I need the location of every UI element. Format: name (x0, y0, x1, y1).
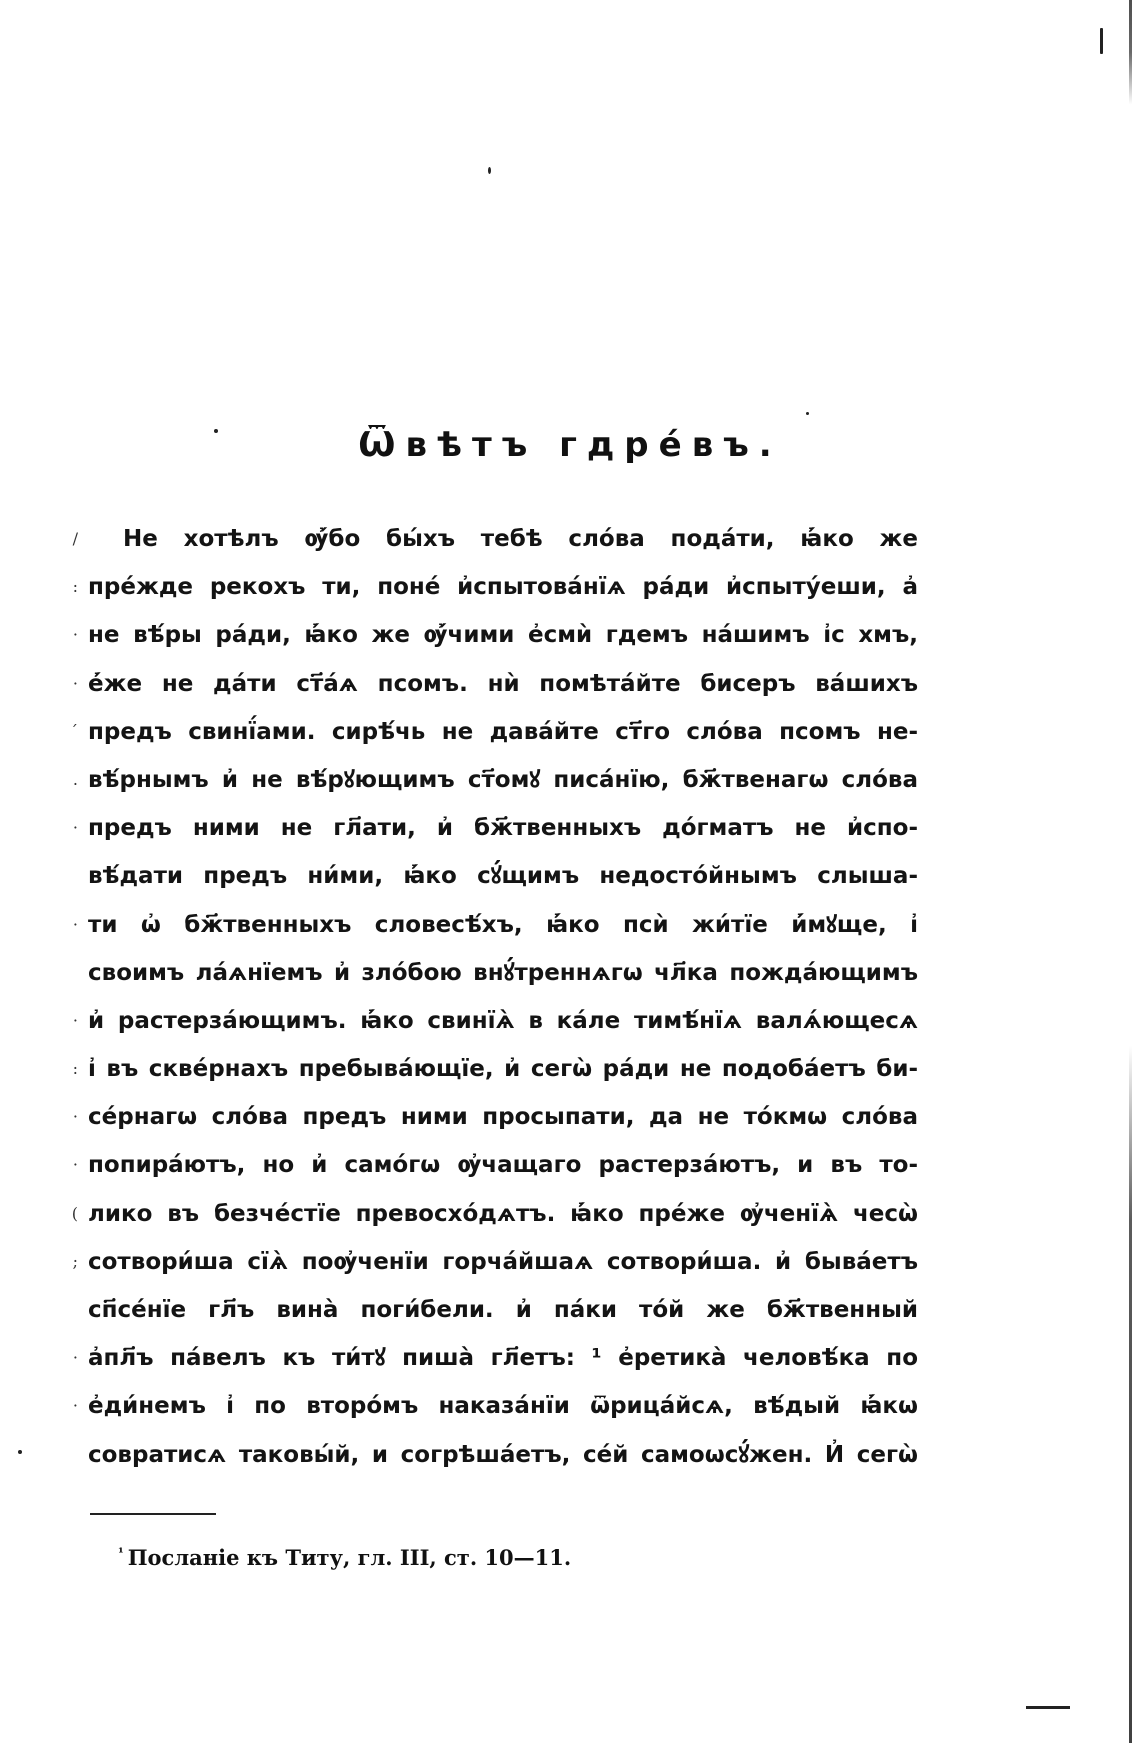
paragraph-line: совратисѧ таковы́й, и согрѣша́етъ, се́й самоѡсꙋ́жен. И҆ сегѡ̀ (88, 1441, 918, 1468)
paragraph-line: е҆ди́немъ і҆ по второ́мъ наказа́нїи ѿрица́йсѧ, вѣ́дый ꙗ҆́кѡ (88, 1393, 918, 1420)
footnote-divider (90, 1513, 216, 1515)
paragraph-line: сп҃се́нїе гл҃ъ вина̀ поги́бели. и҆ па́ки то́й же бж҃твенный (88, 1297, 918, 1323)
paragraph-line: своимъ ла́ѧнїемъ и҆ зло́бою внꙋ́треннѧгѡ чл҃ка пожда́ющимъ (88, 959, 918, 986)
paragraph-line: предъ ними не гл҃ати, и҆ бж҃твенныхъ до́гматъ не и҆спо- (88, 815, 918, 842)
paragraph-line: се́рнагѡ сло́ва предъ ними просыпати, да не то́кмѡ сло́ва (88, 1104, 918, 1131)
speck (1100, 28, 1103, 54)
scan-mark (1026, 1706, 1070, 1709)
speck (488, 167, 491, 174)
paragraph-line: не вѣ́ры ра́ди, ꙗ҆́ко же ѹ҆́чими е҆смѝ гдемъ на́шимъ і҆с хмъ, (88, 622, 918, 649)
paragraph-line: е҆́же не да́ти ст҃а́ѧ псомъ. нѝ помѣта́йте бисеръ ва́шихъ (88, 670, 918, 697)
paragraph-line: предъ свинї́ами. сирѣ́чь не дава́йте ст҃го сло́ва псомъ не- (88, 718, 918, 745)
paragraph-line: а҆пл҃ъ па́велъ къ ти́тꙋ пиша̀ гл҃етъ: ¹ е҆ретика̀ человѣ́ка по (88, 1345, 918, 1372)
footnote-marker: ¹ (118, 1546, 124, 1561)
margin-marks: / : · · ´ . · · · : · · ( ; · · (70, 529, 78, 1416)
paragraph-line: и҆ растерза́ющимъ. ꙗ҆́ко свинїѧ̀ в ка́ле тимѣ́нїѧ валѧ́ющесѧ (88, 1007, 918, 1034)
paragraph-line: вѣ́рнымъ и҆ не вѣ́рꙋющимъ ст҃омꙋ писа́нїю, бж҃твенагѡ сло́ва (88, 766, 918, 793)
footnote-text: Посланіе къ Титу, гл. III, ст. 10—11. (127, 1545, 572, 1570)
paragraph-line: вѣ́дати предъ ни́ми, ꙗ҆́ко сꙋ́щимъ недосто́йнымъ слыша- (88, 863, 918, 890)
paragraph-line: Не хотѣлъ ѹ҆́бо бы́хъ тебѣ сло́ва пода́ти, ꙗ҆́ко же (123, 526, 918, 552)
speck (18, 1450, 22, 1454)
paragraph-line: сотвори́ша сїѧ̀ поѹ҆ченїи горча́йшаѧ сотвори́ша. и҆ быва́етъ (88, 1248, 918, 1275)
paragraph-line: ти ѡ҆ бж҃твенныхъ словесѣ́хъ, ꙗ҆́ко псѝ жи́тїе и҆́мꙋще, і҆ (88, 911, 918, 938)
scan-edge (1129, 0, 1132, 1743)
page-title: Ѿвѣтъ гдре́въ. (358, 425, 782, 465)
footnote (118, 1545, 571, 1570)
paragraph-line: пре́жде рекохъ ти, поне́ и҆спытова́нїѧ ра́ди и҆спыту́еши, а҆ (88, 574, 918, 601)
paragraph-line: і҆ въ скве́рнахъ пребыва́ющїе, и҆ сегѡ̀ ра́ди не подоба́етъ би- (88, 1056, 918, 1083)
paragraph-line: лико въ безче́стїе превосхо́дѧтъ. ꙗ҆́ко пре́же ѹ҆ченїѧ̀ чесѡ̀ (88, 1200, 918, 1227)
paragraph (88, 515, 918, 1479)
paragraph-line: попира́ютъ, но и҆ само́гѡ ѹ҆чащаго растерза́ютъ, и въ то- (88, 1152, 918, 1179)
speck (806, 412, 809, 415)
